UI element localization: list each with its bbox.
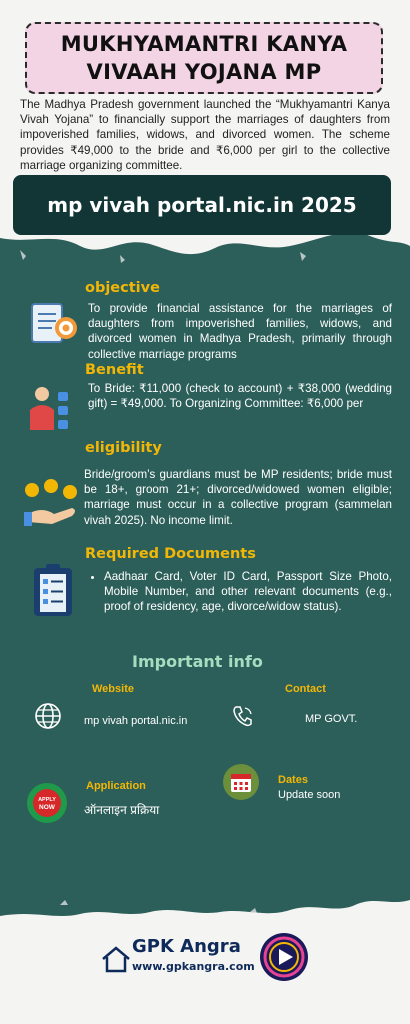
contact-label: Contact bbox=[285, 683, 326, 695]
coins-hand-icon bbox=[22, 478, 80, 528]
eligibility-text: Bride/groom’s guardians must be MP residents; bride must be 18+, groom 21+; divorced/widowed women eligible; marriage must occur in a collective program (sammelan vivah 2025). No income limit. bbox=[84, 468, 392, 527]
important-info-title: Important info bbox=[132, 652, 263, 671]
brand-url[interactable]: www.gpkangra.com bbox=[132, 960, 255, 973]
apply-now-badge-icon[interactable] bbox=[26, 782, 68, 824]
title-box bbox=[25, 22, 383, 94]
page-title: MUKHYAMANTRI KANYA VIVAAH YOJANA MP bbox=[60, 32, 348, 84]
apply-badge-line2: NOW bbox=[39, 804, 55, 811]
calendar-icon bbox=[222, 763, 260, 801]
dates-value: Update soon bbox=[278, 789, 341, 801]
clipboard-target-icon bbox=[28, 300, 80, 346]
globe-icon bbox=[34, 702, 62, 730]
contact-value: MP GOVT. bbox=[305, 713, 358, 725]
portal-text: mp vivah portal.nic.in 2025 bbox=[47, 193, 357, 217]
dates-label: Dates bbox=[278, 774, 308, 786]
intro-text: The Madhya Pradesh government launched the “Mukhyamantri Kanya Vivah Yojana” to financially support the marriages of daughters from impoverished families, widows, and divorced women. The scheme provides ₹49,000 to the bride and ₹6,000 per girl to the collective marriage organizing committee. bbox=[20, 98, 390, 172]
brand-play-logo-icon bbox=[258, 931, 310, 983]
application-value: ऑनलाइन प्रक्रिया bbox=[84, 803, 160, 817]
house-logo-icon bbox=[100, 945, 132, 973]
documents-item: • Aadhaar Card, Voter ID Card, Passport Size Photo, Mobile Number, and other relevant documents (e.g., proof of residency, age, divorce/widow status). bbox=[104, 569, 392, 615]
apply-badge-line1: APPLY bbox=[38, 797, 56, 803]
website-value[interactable]: mp vivah portal.nic.in bbox=[84, 715, 188, 727]
checklist-clipboard-icon bbox=[32, 562, 74, 618]
brand-name: GPK Angra bbox=[132, 936, 241, 957]
application-label: Application bbox=[86, 780, 146, 792]
objective-text: To provide financial assistance for the marriages of daughters from impoverished families, widows, and divorced women in Madhya Pradesh, primarily through collective marriage programs bbox=[88, 302, 392, 361]
benefit-heading: Benefit bbox=[85, 362, 144, 378]
website-label: Website bbox=[92, 683, 134, 695]
eligibility-heading: eligibility bbox=[85, 440, 162, 456]
documents-list bbox=[86, 569, 392, 615]
portal-banner bbox=[13, 175, 391, 235]
objective-heading: objective bbox=[85, 280, 160, 296]
person-checklist-icon bbox=[28, 384, 72, 432]
phone-icon bbox=[232, 705, 252, 727]
documents-heading: Required Documents bbox=[85, 546, 256, 562]
benefit-text: To Bride: ₹11,000 (check to account) + ₹38,000 (wedding gift) = ₹49,000. To Organizing Committee: ₹6,000 per bbox=[88, 382, 392, 411]
